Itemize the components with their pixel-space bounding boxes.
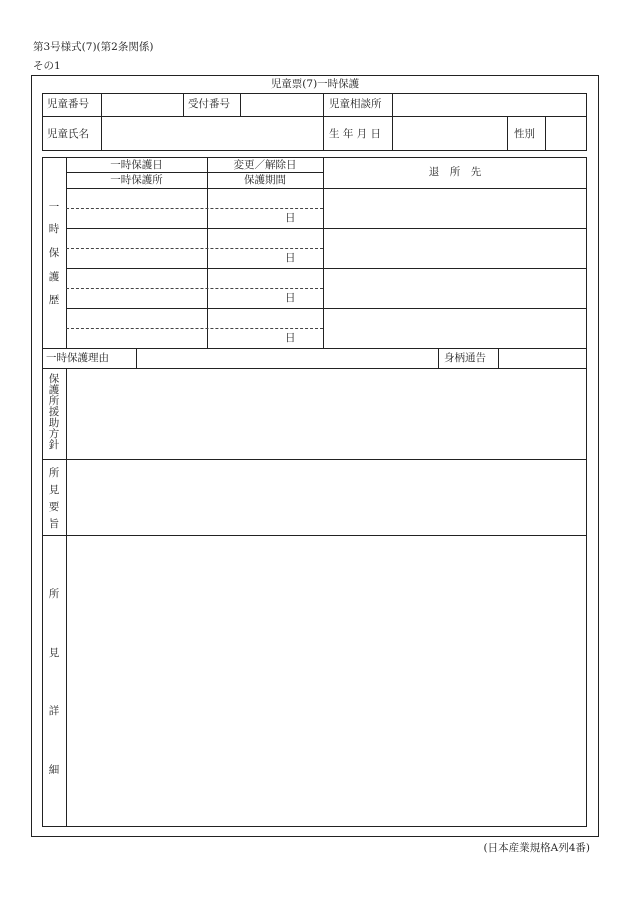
sex-label: 性別 — [514, 128, 535, 140]
policy-label-3: 所 — [48, 395, 60, 407]
reason-label: 一時保護理由 — [46, 352, 109, 364]
day-unit-row-4: 日 — [285, 332, 296, 344]
summary-label-3: 要 — [48, 501, 60, 513]
form-code: 第3号様式(7)(第2条関係) — [33, 41, 154, 53]
sheet-number: その1 — [33, 60, 61, 72]
col-protect-date: 一時保護日 — [110, 159, 163, 171]
policy-label-7: 針 — [48, 439, 60, 451]
history-label-2: 時 — [48, 223, 60, 235]
history-label-3: 保 — [48, 247, 60, 259]
day-unit-row-1: 日 — [285, 212, 296, 224]
policy-label-6: 方 — [48, 428, 60, 440]
custody-notice-label: 身柄通告 — [444, 352, 486, 364]
protection-record-table — [42, 157, 587, 827]
paper-size-note: (日本産業規格A列4番) — [483, 842, 590, 854]
history-label-1: 一 — [48, 201, 60, 213]
summary-label-1: 所 — [48, 467, 60, 479]
history-label-5: 歴 — [48, 294, 60, 306]
detail-label-3: 詳 — [48, 705, 60, 717]
consult-center-label: 児童相談所 — [329, 98, 382, 110]
policy-label-2: 護 — [48, 384, 60, 396]
col-protect-place: 一時保護所 — [110, 174, 163, 186]
day-unit-row-3: 日 — [285, 292, 296, 304]
history-label-4: 護 — [48, 271, 60, 283]
detail-label-1: 所 — [48, 588, 60, 600]
col-period: 保護期間 — [244, 174, 286, 186]
summary-label-2: 見 — [48, 484, 60, 496]
detail-label-4: 細 — [48, 764, 60, 776]
child-info-table — [42, 93, 587, 151]
reception-number-label: 受付番号 — [188, 98, 230, 110]
policy-label-1: 保 — [48, 373, 60, 385]
policy-label-5: 助 — [48, 417, 60, 429]
birth-date-label: 生 年 月 日 — [329, 128, 382, 140]
policy-label-4: 援 — [48, 406, 60, 418]
col-change-date: 変更／解除日 — [233, 159, 297, 171]
day-unit-row-2: 日 — [285, 252, 296, 264]
summary-label-4: 旨 — [48, 518, 60, 530]
form-title: 児童票(7)一時保護 — [270, 78, 360, 90]
detail-label-2: 見 — [48, 647, 60, 659]
child-name-label: 児童氏名 — [47, 128, 89, 140]
col-destination: 退 所 先 — [428, 166, 482, 178]
child-number-label: 児童番号 — [47, 98, 89, 110]
